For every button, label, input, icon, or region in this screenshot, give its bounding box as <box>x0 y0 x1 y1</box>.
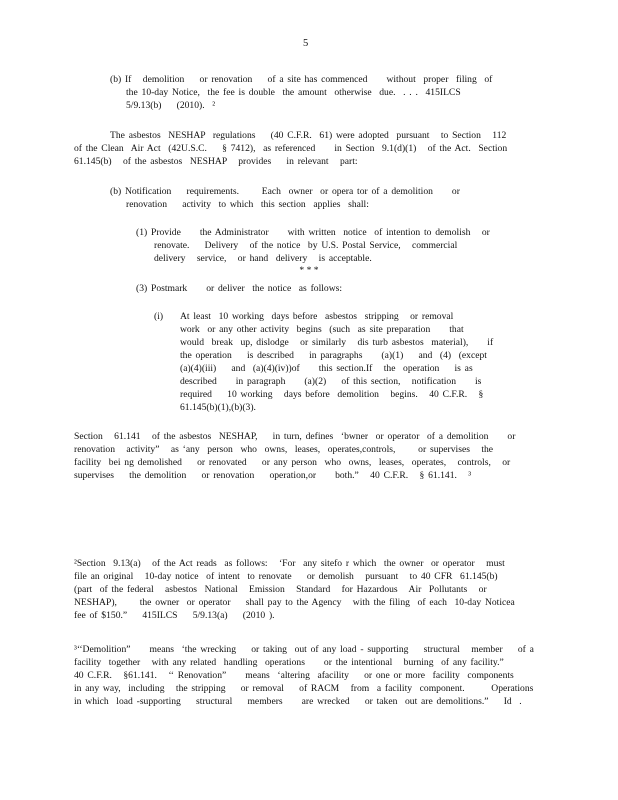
item-i-line: would break up, dislodge or similarly dis turb asbestos material), if <box>180 337 494 348</box>
neshap-line: of the Clean Air Act (42U.S.C. § 7412), as referenced in Section 9.1(d)(1) of the Act. Section <box>74 143 508 154</box>
page-number: 5 <box>303 38 309 49</box>
neshap-line: The asbestos NESHAP regulations (40 C.F.R. 61) were adopted pursuant to Section 112 <box>110 130 507 141</box>
item-i-line: the operation is described in paragraphs (a)(1) and (4) (except <box>180 350 487 361</box>
section-line: supervises the demolition or renovation operation,or both.” 40 C.F.R. § 61.141. ³ <box>74 470 472 481</box>
footnote-line: NESHAP), the owner or operator shall pay to the Agency with the filing of each 10-day Noticea <box>74 597 515 608</box>
item-i-line: required 10 working days before demolition begins. 40 C.F.R. § <box>180 389 484 400</box>
fee-quote-line: (b) If demolition or renovation of a site has commenced without proper filing of <box>110 74 493 85</box>
footnote-line: file an original 10-day notice of intent to renovate or demolish pursuant to 40 CFR 61.145(b) <box>74 571 498 582</box>
footnote-line: in which load -supporting structural members are wrecked or taken out are demolitions.” Id . <box>74 696 522 707</box>
item-i-line: (a)(4)(iii) and (a)(4)(iv))of this section.If the operation is as <box>180 363 473 374</box>
footnote-line: (part of the federal asbestos National Emission Standard for Hazardous Air Pollutants or <box>74 584 487 595</box>
item-i-line: 61.145(b)(1),(b)(3). <box>180 402 256 413</box>
ellipsis-stars: * * * <box>299 265 319 276</box>
section-line: Section 61.141 of the asbestos NESHAP, in turn, defines ‘bwner or operator of a demolition or <box>74 431 516 442</box>
footnote-line: ²Section 9.13(a) of the Act reads as follows: ‘For any sitefo r which the owner or operator must <box>74 558 505 569</box>
provide-line: (1) Provide the Administrator with written notice of intention to demolish or <box>136 227 490 238</box>
item-i-line: work or any other activity begins (such as site preparation that <box>180 324 464 335</box>
item-i-line: At least 10 working days before asbestos stripping or removal <box>180 311 454 322</box>
item-i-line: described in paragraph (a)(2) of this section, notification is <box>180 376 482 387</box>
footnote-line: in any way, including the stripping or removal of RACM from a facility component. Operations <box>74 683 534 694</box>
footnote-line: fee of $150.” 415ILCS 5/9.13(a) (2010 ). <box>74 610 275 621</box>
fee-quote-line: the 10-day Notice, the fee is double the amount otherwise due. . . . 415ILCS <box>126 87 461 98</box>
notification-line: renovation activity to which this section applies shall: <box>126 199 369 210</box>
fee-quote-line: 5/9.13(b) (2010). ² <box>126 100 216 111</box>
footnote-line: 40 C.F.R. §61.141. ‘‘ Renovation” means ‘altering afacility or one or more facility components <box>74 670 514 681</box>
postmark-line: (3) Postmark or deliver the notice as follows: <box>136 283 343 294</box>
notification-line: (b) Notification requirements. Each owner or opera tor of a demolition or <box>110 186 460 197</box>
item-i-label: (i) <box>154 311 164 322</box>
footnote-line: ³‘‘Demolition” means ‘the wrecking or taking out of any load - supporting structural member of a <box>74 644 534 655</box>
section-line: renovation activity” as ‘any person who owns, leases, operates,controls, or supervises the <box>74 444 494 455</box>
provide-line: delivery service, or hand delivery is acceptable. <box>154 253 372 264</box>
footnote-line: facility together with any related handling operations or the intentional burning of any facility.” <box>74 657 504 668</box>
provide-line: renovate. Delivery of the notice by U.S. Postal Service, commercial <box>154 240 458 251</box>
section-line: facility bei ng demolished or renovated or any person who owns, leases, operates, controls, or <box>74 457 511 468</box>
neshap-line: 61.145(b) of the asbestos NESHAP provides in relevant part: <box>74 156 358 167</box>
